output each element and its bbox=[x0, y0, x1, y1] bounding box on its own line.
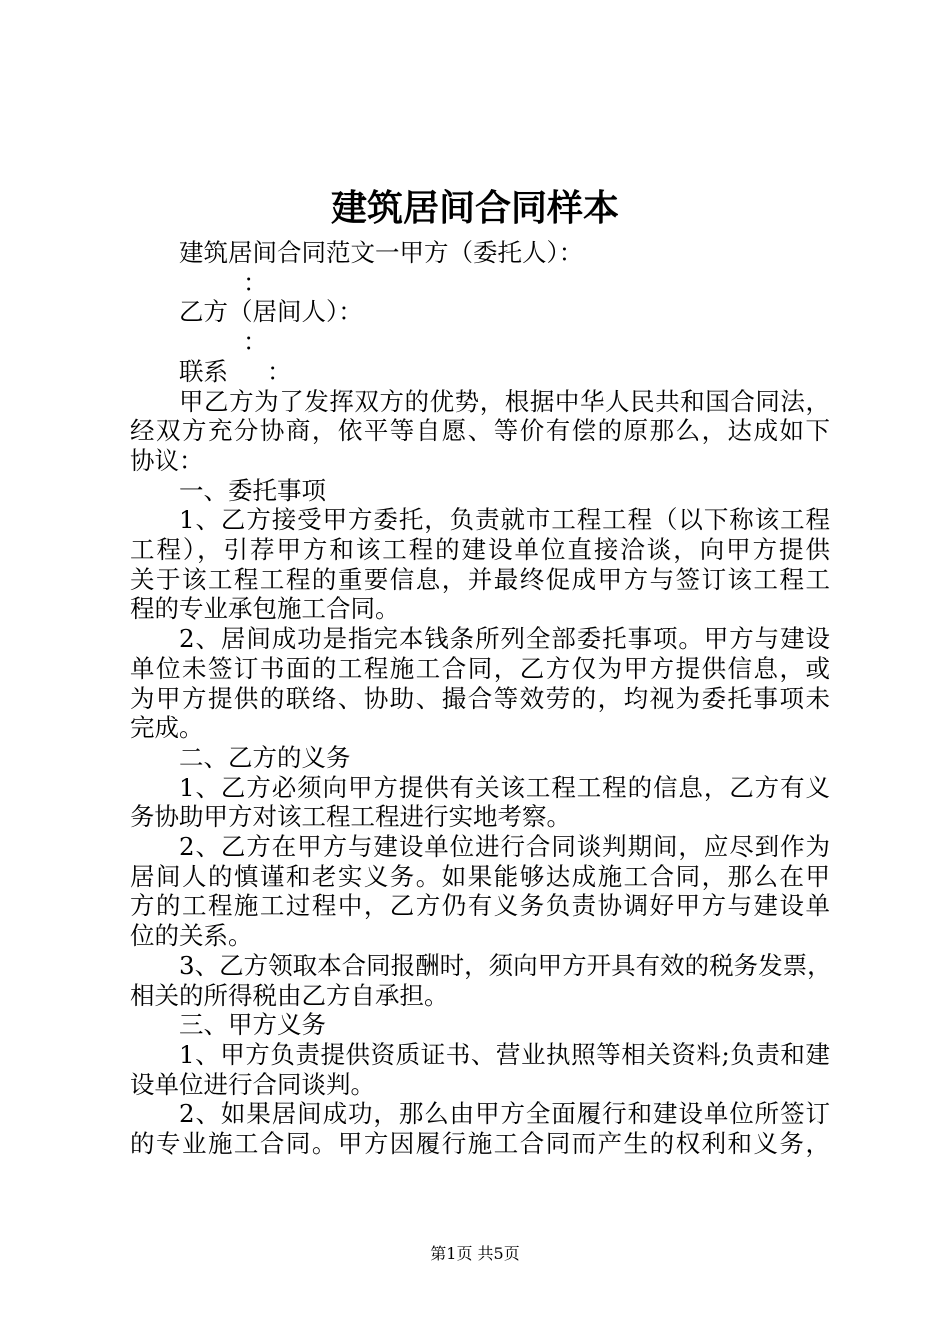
body-line: ： bbox=[243, 267, 268, 297]
body-line: 一、委托事项 bbox=[179, 475, 326, 505]
body-line: 工程），引荐甲方和该工程的建设单位直接洽谈，向甲方提供 bbox=[130, 535, 830, 565]
body-line: 单位未签订书面的工程施工合同，乙方仅为甲方提供信息，或 bbox=[130, 653, 830, 683]
body-line: 相关的所得税由乙方自承担。 bbox=[130, 980, 449, 1010]
body-line: 建筑居间合同范文一甲方（委托人）： bbox=[179, 238, 584, 267]
body-line: 经双方充分协商，依平等自愿、等价有偿的原那么，达成如下 bbox=[130, 416, 830, 446]
body-line: ： bbox=[243, 327, 268, 357]
contact-colon: ： bbox=[267, 356, 292, 386]
body-line: 协议： bbox=[130, 445, 204, 475]
body-line: 1、甲方负责提供资质证书、营业执照等相关资料;负责和建 bbox=[179, 1039, 830, 1069]
page-footer: 第1页 共5页 bbox=[430, 1244, 520, 1263]
body-line: 设单位进行合同谈判。 bbox=[130, 1069, 375, 1099]
body-line bbox=[130, 357, 830, 387]
contact-label: 联系 bbox=[179, 356, 228, 386]
body-line: 三、甲方义务 bbox=[179, 1010, 326, 1040]
document-body bbox=[130, 238, 830, 1159]
body-line: 1、乙方接受甲方委托，负责就市工程工程（以下称该工程 bbox=[179, 505, 830, 535]
body-line: 为甲方提供的联络、协助、撮合等效劳的，均视为委托事项未 bbox=[130, 683, 830, 713]
body-line: 完成。 bbox=[130, 713, 204, 743]
body-line: 3、乙方领取本合同报酬时，须向甲方开具有效的税务发票， bbox=[179, 950, 832, 980]
body-line: 务协助甲方对该工程工程进行实地考察。 bbox=[130, 802, 571, 832]
body-line: 乙方（居间人）： bbox=[179, 297, 363, 327]
body-line: 2、如果居间成功，那么由甲方全面履行和建设单位所签订 bbox=[179, 1099, 830, 1129]
body-line: 甲乙方为了发挥双方的优势，根据中华人民共和国合同法， bbox=[179, 386, 830, 416]
document-title: 建筑居间合同样本 bbox=[330, 187, 619, 229]
body-line: 2、乙方在甲方与建设单位进行合同谈判期间，应尽到作为 bbox=[179, 832, 830, 862]
body-line: 程的专业承包施工合同。 bbox=[130, 594, 400, 624]
body-line: 二、乙方的义务 bbox=[179, 742, 351, 772]
body-line: 方的工程施工过程中，乙方仍有义务负责协调好甲方与建设单 bbox=[130, 891, 830, 921]
body-line: 位的关系。 bbox=[130, 921, 253, 951]
body-line: 1、乙方必须向甲方提供有关该工程工程的信息，乙方有义 bbox=[179, 772, 830, 802]
body-line: 2、居间成功是指完本钱条所列全部委托事项。甲方与建设 bbox=[179, 624, 830, 654]
body-line: 居间人的慎谨和老实义务。如果能够达成施工合同，那么在甲 bbox=[130, 861, 830, 891]
body-line: 的专业施工合同。甲方因履行施工合同而产生的权利和义务， bbox=[130, 1129, 830, 1159]
body-line: 关于该工程工程的重要信息，并最终促成甲方与签订该工程工 bbox=[130, 564, 830, 594]
